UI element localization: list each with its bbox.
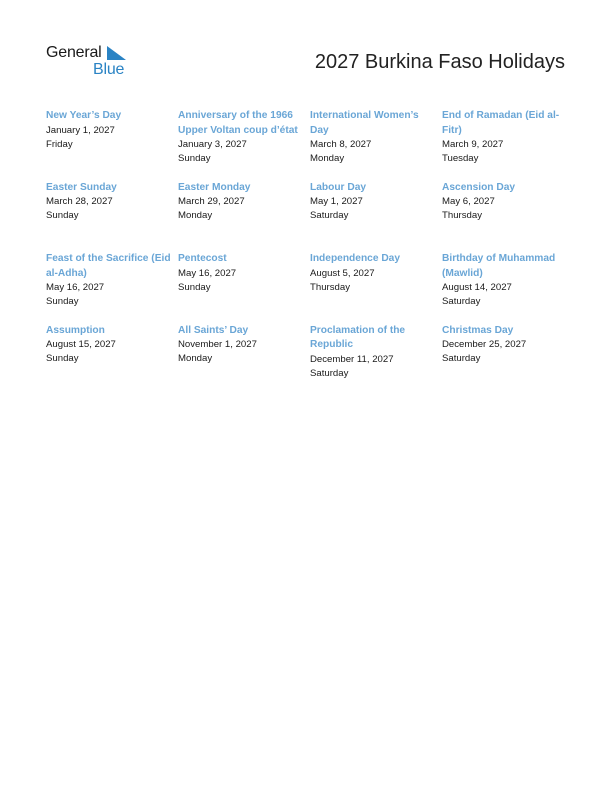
holiday-date: May 6, 2027	[442, 196, 495, 207]
holiday-item	[178, 252, 310, 324]
holiday-name: All Saints’ Day	[178, 324, 249, 336]
holiday-date: May 16, 2027	[46, 282, 105, 293]
holiday-date: March 28, 2027	[46, 196, 113, 207]
holiday-name: Ascension Day	[442, 181, 516, 193]
holiday-weekday: Sunday	[46, 210, 79, 221]
holiday-item	[178, 109, 310, 181]
generalblue-logo	[46, 44, 136, 80]
holiday-date: August 15, 2027	[46, 339, 116, 350]
holiday-date: March 29, 2027	[178, 196, 245, 207]
holiday-date: August 14, 2027	[442, 282, 512, 293]
holiday-name: Easter Monday	[178, 181, 251, 193]
holiday-item	[310, 252, 442, 324]
holiday-weekday: Tuesday	[442, 153, 479, 164]
holiday-weekday: Sunday	[46, 296, 79, 307]
holiday-item	[46, 181, 178, 253]
holiday-name: End of Ramadan (Eid al-Fitr)	[442, 110, 560, 136]
holiday-item	[178, 181, 310, 253]
holiday-weekday: Sunday	[178, 281, 211, 293]
holiday-name: International Women’s Day	[310, 110, 419, 136]
holiday-date: March 9, 2027	[442, 139, 504, 150]
holiday-name: Labour Day	[310, 181, 367, 193]
holiday-weekday: Saturday	[310, 210, 349, 221]
holiday-weekday: Saturday	[442, 296, 481, 307]
holiday-weekday: Monday	[178, 353, 213, 364]
holiday-grid	[46, 109, 576, 395]
holiday-item	[310, 109, 442, 181]
holiday-date: November 1, 2027	[178, 339, 257, 350]
holiday-date: December 11, 2027	[310, 353, 394, 365]
holiday-weekday: Sunday	[178, 153, 211, 164]
holiday-name: Birthday of Muhammad (Mawlid)	[442, 253, 556, 279]
holiday-name: Assumption	[46, 324, 105, 336]
holiday-weekday: Saturday	[442, 353, 481, 364]
holiday-name: Feast of the Sacrifice (Eid al-Adha)	[46, 253, 171, 279]
holiday-item	[442, 181, 574, 253]
holiday-item	[442, 324, 574, 396]
logo-general-text: General	[46, 44, 102, 61]
holiday-weekday: Sunday	[46, 353, 79, 364]
holiday-date: May 16, 2027	[178, 267, 237, 279]
holiday-weekday: Saturday	[310, 367, 349, 379]
holiday-weekday: Thursday	[310, 281, 350, 293]
holiday-item	[178, 324, 310, 396]
holiday-name: Easter Sunday	[46, 181, 117, 193]
holiday-weekday: Monday	[310, 153, 345, 164]
holiday-item	[442, 252, 574, 324]
holiday-date: August 5, 2027	[310, 267, 375, 279]
page-title: 2027 Burkina Faso Holidays	[314, 51, 565, 73]
holiday-date: December 25, 2027	[442, 339, 527, 350]
holiday-date: March 8, 2027	[310, 139, 372, 150]
holiday-date: January 3, 2027	[178, 139, 247, 150]
holiday-date: May 1, 2027	[310, 196, 363, 207]
logo-triangle-icon	[107, 46, 126, 60]
holiday-weekday: Thursday	[442, 210, 482, 221]
holiday-date: January 1, 2027	[46, 124, 115, 136]
holiday-name: New Year’s Day	[46, 110, 122, 121]
holiday-name: Proclamation of the Republic	[310, 324, 406, 350]
logo-blue-text: Blue	[93, 61, 125, 78]
holiday-item	[46, 109, 178, 181]
holiday-name: Christmas Day	[442, 324, 514, 336]
holiday-item	[310, 181, 442, 253]
holiday-name: Pentecost	[178, 253, 227, 264]
holiday-weekday: Friday	[46, 138, 73, 150]
holiday-name: Anniversary of the 1966 Upper Voltan coup d’état	[178, 110, 298, 136]
holiday-item	[46, 252, 178, 324]
holiday-item	[442, 109, 574, 181]
holiday-item	[46, 324, 178, 396]
holiday-item	[310, 324, 442, 396]
holiday-name: Independence Day	[310, 253, 401, 264]
holiday-weekday: Monday	[178, 210, 213, 221]
